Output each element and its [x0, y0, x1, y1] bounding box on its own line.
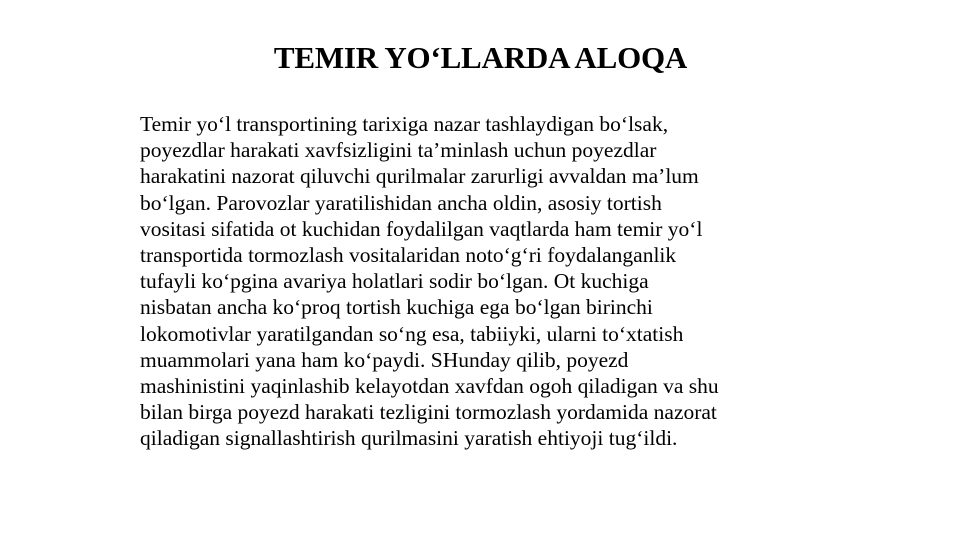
body-line: transportida tormozlash vositalaridan noto‘g‘ri foydalanganlik: [140, 243, 677, 268]
body-line: nisbatan ancha ko‘proq tortish kuchiga ega bo‘lgan birinchi: [140, 295, 653, 320]
body-line: lokomotivlar yaratilgandan so‘ng esa, tabiiyki, ularni to‘xtatish: [140, 321, 684, 346]
body-line: mashinistini yaqinlashib kelayotdan xavfdan ogoh qiladigan va shu: [140, 374, 719, 399]
body-line: vositasi sifatida ot kuchidan foydalilgan vaqtlarda ham temir yo‘l: [140, 216, 703, 241]
body-line: tufayli ko‘pgina avariya holatlari sodir bo‘lgan. Ot kuchiga: [140, 269, 649, 294]
body-line: harakatini nazorat qiluvchi qurilmalar zarurligi avvaldan ma’lum: [140, 164, 699, 189]
body-line: poyezdlar harakati xavfsizligini ta’minlash uchun poyezdlar: [140, 138, 657, 163]
slide-body-text: [140, 111, 840, 452]
body-line: bilan birga poyezd harakati tezligini tormozlash yordamida nazorat: [140, 400, 717, 425]
body-line: muammolari yana ham ko‘paydi. SHunday qilib, poyezd: [140, 347, 629, 372]
body-line: bo‘lgan. Parovozlar yaratilishidan ancha oldin, asosiy tortish: [140, 190, 662, 215]
body-line: Temir yo‘l transportining tarixiga nazar tashlaydigan bo‘lsak,: [140, 112, 669, 136]
body-line: qiladigan signallashtirish qurilmasini yaratish ehtiyoji tug‘ildi.: [140, 426, 678, 451]
slide-title: TEMIR YO‘LLARDA ALOQA: [273, 40, 688, 75]
